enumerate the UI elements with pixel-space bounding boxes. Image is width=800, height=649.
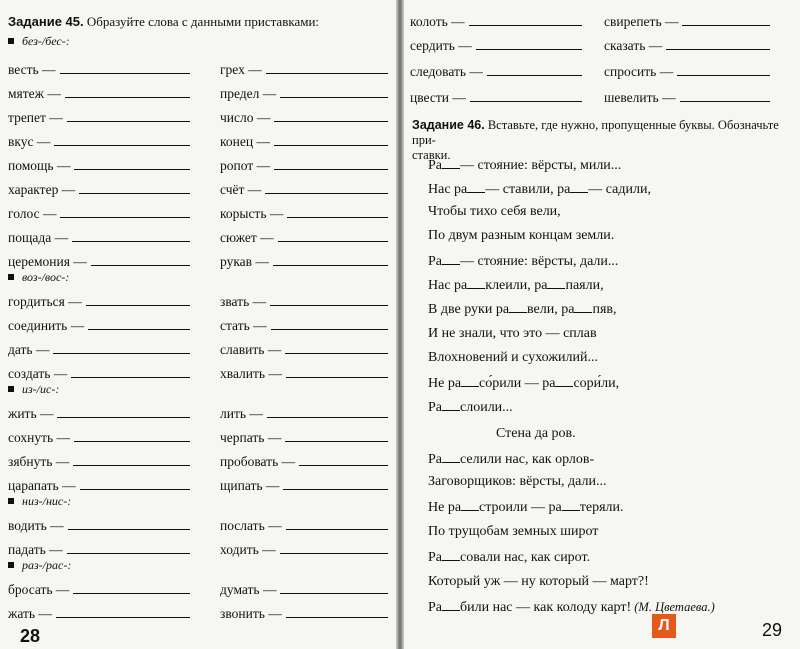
answer-line: [74, 168, 190, 170]
word-label: черпать —: [220, 430, 282, 445]
word-label: рукав —: [220, 254, 269, 269]
missing-letter-blank: [555, 374, 573, 387]
answer-line: [270, 304, 388, 306]
answer-line: [283, 488, 388, 490]
word-label: пробовать —: [220, 454, 296, 469]
word-label: спросить —: [604, 64, 674, 79]
poem-line: [428, 156, 621, 174]
answer-line: [80, 488, 190, 490]
word-exercise-item: [8, 230, 190, 246]
word-exercise-item: [604, 90, 770, 106]
prefix-section-label: [8, 558, 71, 573]
word-exercise-item: [220, 62, 388, 78]
word-label: сюжет —: [220, 230, 274, 245]
prefix-section-label: [8, 382, 59, 397]
word-label: сказать —: [604, 38, 663, 53]
missing-letter-blank: [442, 252, 460, 265]
poem-line: [428, 374, 619, 392]
missing-letter-blank: [467, 180, 485, 193]
poem-text: строили — ра: [479, 500, 562, 515]
word-label: корысть —: [220, 206, 284, 221]
word-label: мятеж —: [8, 86, 61, 101]
answer-line: [79, 192, 190, 194]
word-exercise-item: [220, 134, 388, 150]
missing-letter-blank: [442, 398, 460, 411]
poem-text: вели, ра: [527, 302, 575, 317]
poem-text: Заговорщиков: вёрсты, дали...: [428, 474, 607, 489]
word-label: счёт —: [220, 182, 262, 197]
word-label: послать —: [220, 518, 282, 533]
answer-line: [680, 100, 770, 102]
word-label: характер —: [8, 182, 76, 197]
poem-text: селили нас, как орлов-: [460, 452, 595, 467]
word-exercise-item: [220, 230, 388, 246]
poem-text: Чтобы тихо себя вели,: [428, 204, 561, 219]
poem-line: [428, 398, 513, 416]
answer-line: [682, 24, 770, 26]
word-label: создать —: [8, 366, 68, 381]
word-exercise-item: [220, 318, 388, 334]
poem-text: По двум разным концам земли.: [428, 228, 615, 243]
answer-line: [54, 144, 190, 146]
exercise-46-heading: Задание 46. Вставьте, где нужно, пропущенные буквы. Обозначьте при- ставки.: [412, 118, 779, 162]
prefix-text: раз-/рас-:: [22, 558, 72, 572]
word-label: колоть —: [410, 14, 465, 29]
poem-text: слоили...: [460, 400, 513, 415]
word-exercise-item: [410, 38, 582, 54]
answer-line: [273, 264, 388, 266]
answer-line: [470, 100, 582, 102]
answer-line: [73, 592, 190, 594]
word-label: предел —: [220, 86, 277, 101]
answer-line: [285, 352, 388, 354]
answer-line: [274, 168, 388, 170]
poem-text: В две руки ра: [428, 302, 510, 317]
prefix-text: из-/ис-:: [22, 382, 60, 396]
word-exercise-item: [8, 542, 190, 558]
missing-letter-blank: [461, 374, 479, 387]
prefix-section-label: [8, 494, 71, 509]
word-label: щипать —: [220, 478, 280, 493]
page-number-left: 28: [20, 626, 41, 646]
word-exercise-item: [220, 110, 388, 126]
answer-line: [60, 72, 190, 74]
answer-line: [677, 74, 770, 76]
word-exercise-item: [8, 582, 190, 598]
missing-letter-blank: [467, 276, 485, 289]
word-exercise-item: [8, 182, 190, 198]
word-label: церемония —: [8, 254, 87, 269]
answer-line: [286, 528, 388, 530]
word-exercise-item: [220, 518, 388, 534]
poem-text: Нас ра: [428, 182, 468, 197]
poem-text: Не ра: [428, 376, 462, 391]
word-exercise-item: [8, 294, 190, 310]
word-label: соединить —: [8, 318, 85, 333]
word-exercise-item: [220, 606, 388, 622]
poem-line: [428, 180, 651, 198]
answer-line: [67, 120, 190, 122]
word-exercise-item: [220, 158, 388, 174]
answer-line: [73, 464, 190, 466]
answer-line: [67, 552, 190, 554]
missing-letter-blank: [442, 156, 460, 169]
word-exercise-item: [8, 254, 190, 270]
word-exercise-item: [410, 90, 582, 106]
poem-text: И не знали, что это — сплав: [428, 326, 597, 341]
poem-line: [428, 228, 614, 244]
poem-text: Стена да ров.: [496, 426, 576, 441]
word-exercise-item: [8, 62, 190, 78]
word-label: падать —: [8, 542, 63, 557]
word-exercise-item: [410, 64, 582, 80]
answer-line: [271, 328, 388, 330]
word-exercise-item: [8, 406, 190, 422]
word-exercise-item: [220, 86, 388, 102]
poem-line: [496, 426, 576, 442]
answer-line: [65, 96, 190, 98]
poem-line: [428, 450, 594, 468]
poem-line: [428, 350, 598, 366]
poem-line: [428, 300, 617, 318]
prefix-section-label: [8, 270, 69, 285]
word-label: бросать —: [8, 582, 70, 597]
word-exercise-item: [8, 110, 190, 126]
answer-line: [88, 328, 190, 330]
poem-line: [428, 276, 604, 294]
bullet-square-icon: [8, 274, 14, 280]
poem-text: со́рили — ра: [479, 376, 556, 391]
poem-line: [428, 548, 590, 566]
publisher-logo: Л: [652, 614, 676, 638]
word-label: славить —: [220, 342, 282, 357]
word-exercise-item: [8, 134, 190, 150]
word-label: помощь —: [8, 158, 71, 173]
word-exercise-item: [220, 206, 388, 222]
poem-text: Ра: [428, 158, 442, 173]
answer-line: [57, 416, 190, 418]
poem-line: [428, 574, 649, 590]
answer-line: [299, 464, 388, 466]
word-exercise-item: [220, 406, 388, 422]
answer-line: [469, 24, 582, 26]
answer-line: [53, 352, 190, 354]
poem-text: Нас ра: [428, 278, 468, 293]
poem-line: [428, 326, 597, 342]
word-label: жить —: [8, 406, 54, 421]
word-label: трепет —: [8, 110, 63, 125]
word-label: думать —: [220, 582, 277, 597]
word-label: цвести —: [410, 90, 466, 105]
word-exercise-item: [410, 14, 582, 30]
missing-letter-blank: [442, 548, 460, 561]
poem-text: Ра: [428, 550, 442, 565]
poem-text: — садили,: [588, 182, 651, 197]
poem-text: сори́ли,: [573, 376, 620, 391]
left-page: [0, 0, 396, 649]
word-exercise-item: [604, 14, 770, 30]
poem-line: [428, 204, 561, 220]
word-exercise-item: [220, 182, 388, 198]
poem-text: совали нас, как сирот.: [460, 550, 591, 565]
poem-line: [428, 252, 618, 270]
word-label: царапать —: [8, 478, 76, 493]
word-label: пощада —: [8, 230, 69, 245]
word-label: шевелить —: [604, 90, 676, 105]
poem-line: [428, 474, 607, 490]
word-label: стать —: [220, 318, 267, 333]
poem-text: клеили, ра: [485, 278, 548, 293]
missing-letter-blank: [461, 498, 479, 511]
prefix-text: низ-/нис-:: [22, 494, 72, 508]
word-exercise-item: [220, 294, 388, 310]
poem-line: [428, 498, 623, 516]
word-label: дать —: [8, 342, 50, 357]
word-exercise-item: [220, 342, 388, 358]
word-exercise-item: [8, 518, 190, 534]
bullet-square-icon: [8, 498, 14, 504]
answer-line: [487, 74, 582, 76]
word-label: вкус —: [8, 134, 51, 149]
answer-line: [280, 552, 388, 554]
word-exercise-item: [220, 542, 388, 558]
word-label: число —: [220, 110, 271, 125]
poem-text: Влохновений и сухожилий...: [428, 350, 598, 365]
poem-text: — стояние: вёрсты, мили...: [460, 158, 622, 173]
answer-line: [274, 144, 388, 146]
word-label: ропот —: [220, 158, 271, 173]
word-label: ходить —: [220, 542, 276, 557]
poem-text: теряли.: [579, 500, 624, 515]
missing-letter-blank: [509, 300, 527, 313]
poem-text: Ра: [428, 400, 442, 415]
author-attribution: (М. Цветаева.): [631, 600, 715, 614]
answer-line: [666, 48, 770, 50]
poem-text: пяв,: [592, 302, 617, 317]
word-label: сохнуть —: [8, 430, 71, 445]
missing-letter-blank: [562, 498, 580, 511]
word-label: свирепеть —: [604, 14, 679, 29]
word-label: голос —: [8, 206, 57, 221]
answer-line: [280, 96, 388, 98]
word-exercise-item: [220, 582, 388, 598]
word-label: звонить —: [220, 606, 282, 621]
answer-line: [72, 240, 190, 242]
page-number-right: 29: [762, 620, 783, 640]
poem-text: Ра: [428, 254, 442, 269]
answer-line: [476, 48, 582, 50]
prefix-text: воз-/вос-:: [22, 270, 70, 284]
poem-line: [428, 524, 598, 540]
missing-letter-blank: [442, 598, 460, 611]
bullet-square-icon: [8, 386, 14, 392]
missing-letter-blank: [574, 300, 592, 313]
word-label: жать —: [8, 606, 52, 621]
answer-line: [285, 440, 388, 442]
word-label: водить —: [8, 518, 64, 533]
word-exercise-item: [220, 454, 388, 470]
poem-text: Ра: [428, 452, 442, 467]
word-label: лить —: [220, 406, 263, 421]
word-exercise-item: [8, 158, 190, 174]
answer-line: [278, 240, 388, 242]
word-exercise-item: [220, 254, 388, 270]
word-exercise-item: [220, 478, 388, 494]
word-exercise-item: [8, 478, 190, 494]
answer-line: [71, 376, 190, 378]
answer-line: [56, 616, 190, 618]
word-label: зябнуть —: [8, 454, 70, 469]
book-gutter: [396, 0, 404, 649]
prefix-section-label: [8, 34, 70, 49]
missing-letter-blank: [547, 276, 565, 289]
word-exercise-item: [220, 430, 388, 446]
bullet-square-icon: [8, 38, 14, 44]
answer-line: [68, 528, 190, 530]
word-exercise-item: [8, 366, 190, 382]
word-exercise-item: [604, 38, 770, 54]
answer-line: [86, 304, 190, 306]
poem-text: били нас — как колоду карт!: [460, 600, 632, 615]
word-exercise-item: [8, 454, 190, 470]
answer-line: [286, 376, 388, 378]
answer-line: [74, 440, 190, 442]
answer-line: [267, 416, 388, 418]
word-label: гордиться —: [8, 294, 82, 309]
bullet-square-icon: [8, 562, 14, 568]
missing-letter-blank: [442, 450, 460, 463]
word-exercise-item: [8, 318, 190, 334]
poem-text: — стояние: вёрсты, дали...: [460, 254, 619, 269]
poem-text: — ставили, ра: [485, 182, 571, 197]
poem-text: Ра: [428, 600, 442, 615]
word-exercise-item: [8, 342, 190, 358]
word-exercise-item: [8, 206, 190, 222]
answer-line: [280, 592, 388, 594]
answer-line: [91, 264, 190, 266]
poem-text: Который уж — ну который — март?!: [428, 574, 649, 589]
word-exercise-item: [8, 606, 190, 622]
word-label: конец —: [220, 134, 270, 149]
word-label: весть —: [8, 62, 56, 77]
poem-text: Не ра: [428, 500, 462, 515]
answer-line: [266, 72, 388, 74]
answer-line: [274, 120, 388, 122]
poem-text: паяли,: [565, 278, 604, 293]
word-label: сердить —: [410, 38, 472, 53]
word-label: следовать —: [410, 64, 483, 79]
answer-line: [287, 216, 388, 218]
word-exercise-item: [8, 430, 190, 446]
word-exercise-item: [8, 86, 190, 102]
missing-letter-blank: [570, 180, 588, 193]
prefix-text: без-/бес-:: [22, 34, 70, 48]
exercise-45-heading: Задание 45. Образуйте слова с данными приставками:: [8, 14, 320, 29]
word-exercise-item: [220, 366, 388, 382]
answer-line: [265, 192, 388, 194]
word-label: звать —: [220, 294, 267, 309]
word-label: хвалить —: [220, 366, 282, 381]
word-exercise-item: [604, 64, 770, 80]
right-page: [404, 0, 800, 649]
answer-line: [60, 216, 190, 218]
word-label: грех —: [220, 62, 262, 77]
answer-line: [286, 616, 388, 618]
poem-text: По трущобам земных широт: [428, 524, 599, 539]
